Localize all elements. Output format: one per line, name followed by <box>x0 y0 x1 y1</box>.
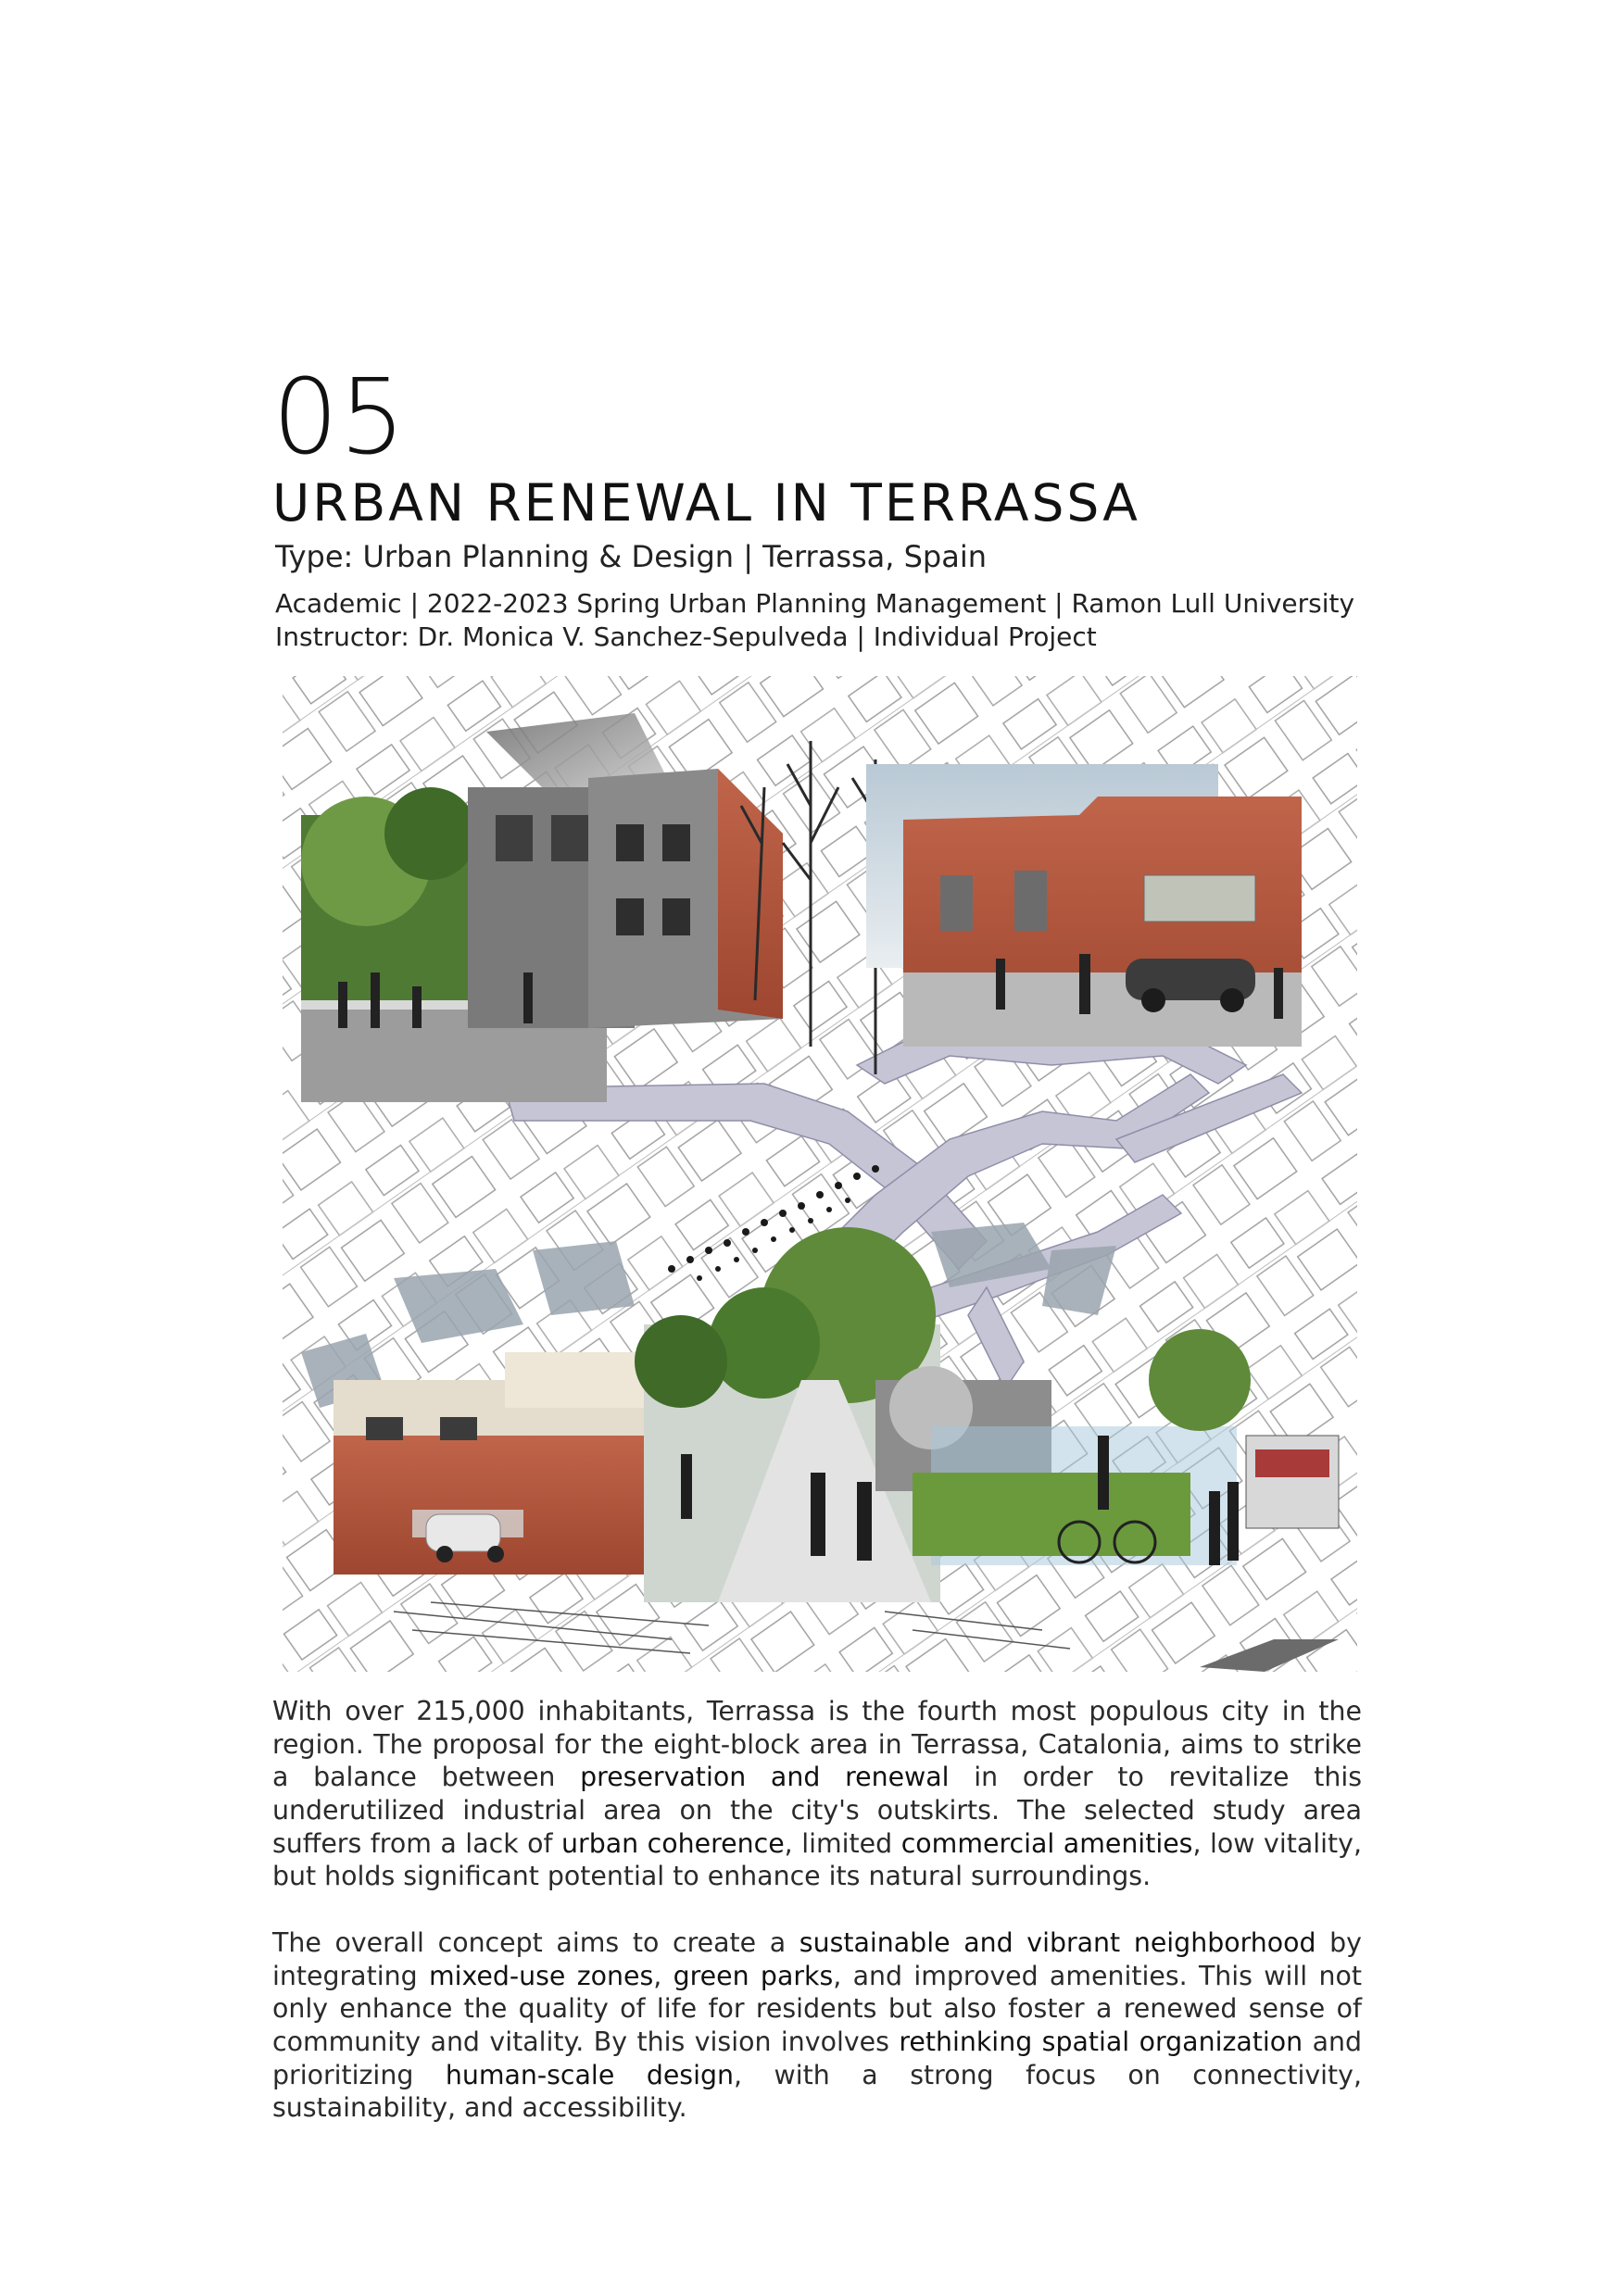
urban-collage-image <box>283 676 1357 1672</box>
academic-line: Academic | 2022-2023 Spring Urban Planning Management | Ramon Lull University <box>275 588 1355 619</box>
p1-keyword-preservation: preservation and renewal <box>580 1762 950 1793</box>
p1-keyword-coherence: urban coherence <box>561 1827 785 1859</box>
instructor-line: Instructor: Dr. Monica V. Sanchez-Sepulveda | Individual Project <box>275 621 1097 652</box>
p1-keyword-amenities: commercial amenities <box>900 1827 1193 1859</box>
p1-text-1: With over 215,000 inhabitants, Terrassa is the fourth most populous city in the region. The proposal for the eight-block area in Terrassa, Catalonia, aims to strike a balance between <box>272 1696 1362 1793</box>
project-number: 05 <box>272 358 407 478</box>
project-title: URBAN RENEWAL IN TERRASSA <box>272 473 1140 533</box>
p2-text-1: The overall concept aims to create a <box>272 1927 799 1958</box>
brick-warehouse-photo <box>866 764 1302 1047</box>
p1-text-2: in order to revitalize this underutilized industrial area on the city's outskirts. The selected study area suffers from a lack of <box>272 1762 1362 1859</box>
intro-paragraph <box>272 1695 1362 1893</box>
brick-building-top <box>588 769 783 1028</box>
p2-text-3: , <box>653 1960 674 1991</box>
p2-keyword-parks: green parks <box>673 1960 834 1991</box>
p2-text-2: by integrating <box>272 1927 1362 1991</box>
p2-keyword-sustainable: sustainable and vibrant neighborhood <box>799 1927 1316 1958</box>
p2-keyword-spatial: rethinking spatial organization <box>899 2026 1303 2057</box>
p2-keyword-mixed-use: mixed-use zones <box>428 1960 654 1991</box>
project-meta <box>275 587 1354 654</box>
collage-illustration <box>283 676 1357 1672</box>
p1-text-3: , limited <box>784 1827 901 1859</box>
p1-text-4: , low vitality, but holds significant potential to enhance its natural surroundings. <box>272 1827 1362 1892</box>
p2-text-4: , and improved amenities. This will not only enhance the quality of life for residents but also foster a renewed sense of community and vitality. By this vision involves <box>272 1960 1362 2057</box>
p2-text-6: , with a strong focus on connectivity, sustainability, and accessibility. <box>272 2059 1362 2124</box>
project-type: Type: Urban Planning & Design | Terrassa, Spain <box>275 539 988 574</box>
p2-text-5: and prioritizing <box>272 2026 1362 2090</box>
p2-keyword-human-scale: human-scale design <box>445 2059 734 2090</box>
concept-paragraph <box>272 1926 1362 2125</box>
graffiti-building-photo <box>334 1352 653 1575</box>
